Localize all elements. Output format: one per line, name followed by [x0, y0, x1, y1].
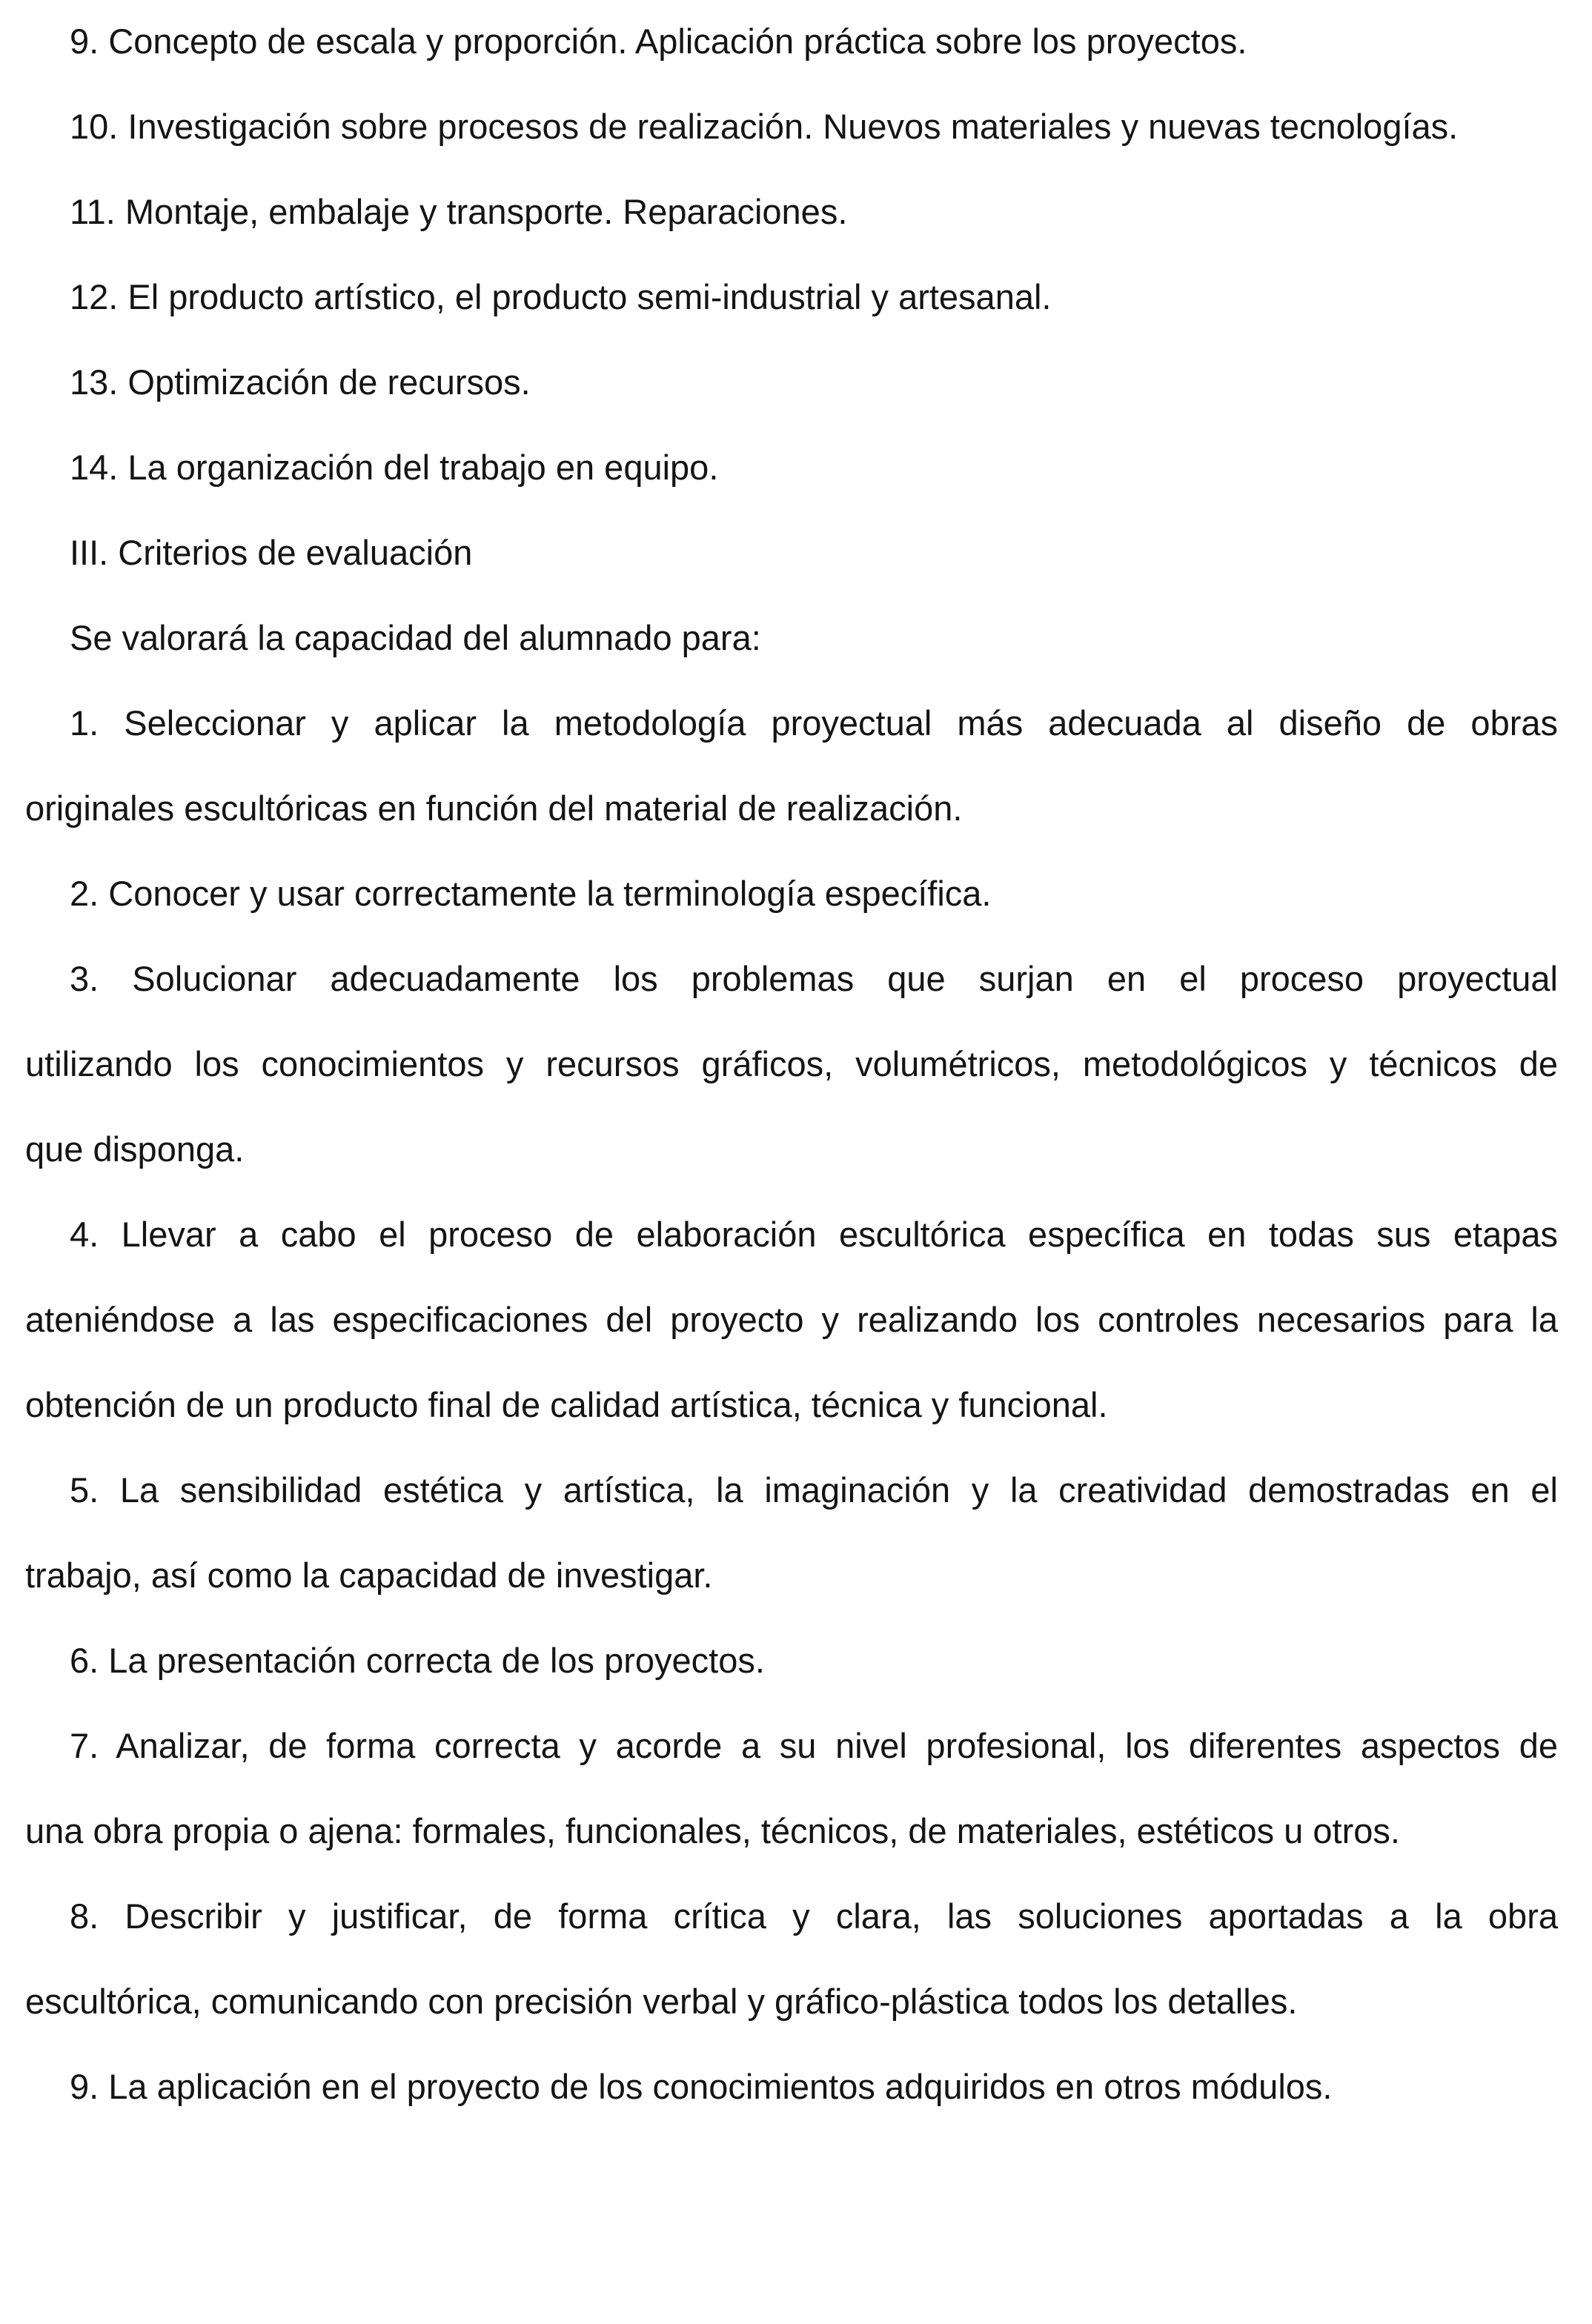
criterion-3-line-1: 3. Solucionar adecuadamente los problemas que surjan en el proceso proyectual [70, 959, 1558, 998]
criterion-8-line-1: 8. Describir y justificar, de forma crítica y clara, las soluciones aportadas a la obra [70, 1896, 1558, 1936]
content-item-12: 12. El producto artístico, el producto semi-industrial y artesanal. [70, 277, 1052, 316]
section-heading: III. Criterios de evaluación [70, 533, 473, 572]
intro-paragraph: Se valorará la capacidad del alumnado para: [70, 618, 761, 657]
content-item-14: 14. La organización del trabajo en equipo. [70, 448, 719, 487]
criterion-4-line-2: ateniéndose a las especificaciones del proyecto y realizando los controles necesarios para la [25, 1300, 1558, 1339]
content-item-11: 11. Montaje, embalaje y transporte. Reparaciones. [70, 192, 848, 231]
criterion-7-line-2: una obra propia o ajena: formales, funcionales, técnicos, de materiales, estéticos u otros. [25, 1811, 1400, 1850]
content-item-10: 10. Investigación sobre procesos de realización. Nuevos materiales y nuevas tecnologías. [70, 107, 1459, 146]
criterion-1-line-1: 1. Seleccionar y aplicar la metodología proyectual más adecuada al diseño de obras [70, 703, 1558, 743]
criterion-6: 6. La presentación correcta de los proyectos. [70, 1641, 765, 1680]
criterion-3-line-2: utilizando los conocimientos y recursos gráficos, volumétricos, metodológicos y técnicos de [25, 1044, 1558, 1083]
criterion-8-line-2: escultórica, comunicando con precisión verbal y gráfico-plástica todos los detalles. [25, 1982, 1298, 2021]
content-item-13: 13. Optimización de recursos. [70, 362, 531, 402]
criterion-3-line-3: que disponga. [25, 1129, 245, 1169]
content-item-9: 9. Concepto de escala y proporción. Aplicación práctica sobre los proyectos. [70, 21, 1247, 61]
criterion-9: 9. La aplicación en el proyecto de los conocimientos adquiridos en otros módulos. [70, 2067, 1333, 2106]
criterion-2: 2. Conocer y usar correctamente la terminología específica. [70, 874, 992, 913]
criterion-4-line-1: 4. Llevar a cabo el proceso de elaboración escultórica específica en todas sus etapas [70, 1215, 1558, 1254]
criterion-4-line-3: obtención de un producto final de calidad artística, técnica y funcional. [25, 1385, 1108, 1424]
criterion-5-line-1: 5. La sensibilidad estética y artística, la imaginación y la creatividad demostradas en el [70, 1470, 1558, 1510]
document-page [25, 0, 1558, 2129]
criterion-7-line-1: 7. Analizar, de forma correcta y acorde a su nivel profesional, los diferentes aspectos de [70, 1726, 1558, 1765]
criterion-5-line-2: trabajo, así como la capacidad de investigar. [25, 1556, 713, 1595]
criterion-1-line-2: originales escultóricas en función del material de realización. [25, 788, 963, 828]
